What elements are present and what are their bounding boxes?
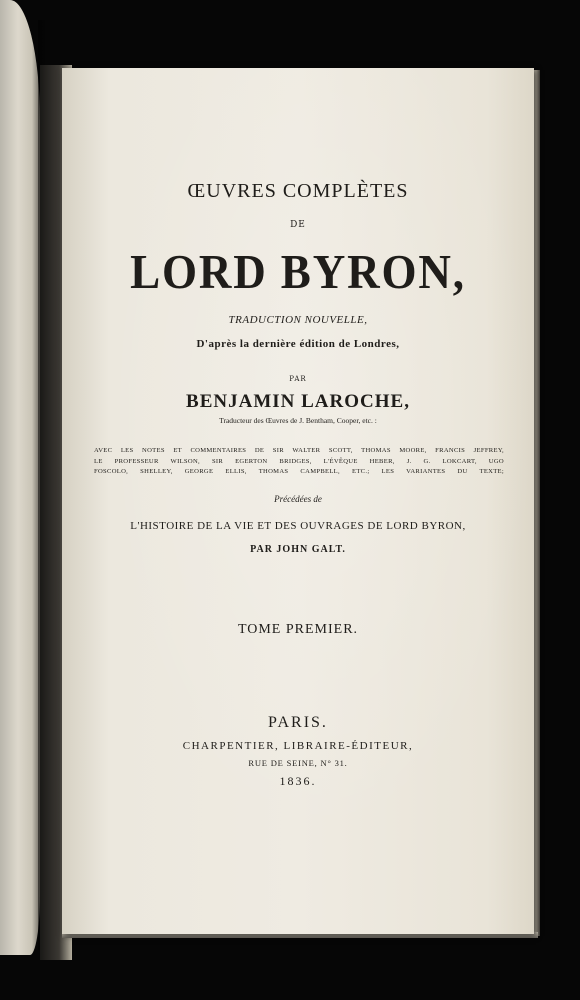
preposition-de: DE [290,220,306,230]
preceded-by: Précédées de [274,494,322,504]
imprint-city: PARIS. [268,714,328,731]
history-title: L'HISTOIRE DE LA VIE ET DES OUVRAGES DE LORD BYRON, [130,520,466,532]
previous-page-leaf [0,0,40,955]
translation-subtitle: TRADUCTION NOUVELLE, [228,314,368,326]
author-name: LORD BYRON, [130,244,466,299]
imprint-publisher: CHARPENTIER, LIBRAIRE-ÉDITEUR, [182,740,414,752]
imprint-address: RUE DE SEINE, N° 31. [248,758,348,768]
work-heading: ŒUVRES COMPLÈTES [187,180,409,202]
notes-line: LE PROFESSEUR WILSON, SIR EGERTON BRIDGES, L'ÉVÊQUE HEBER, J. G. LOKCART, UGO [94,457,504,465]
title-page [62,68,534,934]
volume-label: TOME PREMIER. [237,622,359,637]
history-author: PAR JOHN GALT. [250,544,346,555]
edition-note: D'après la dernière édition de Londres, [196,338,400,350]
notes-paragraph [94,446,504,478]
preposition-par: PAR [289,375,307,383]
notes-line: FOSCOLO, SHELLEY, GEORGE ELLIS, THOMAS CAMPBELL, ETC.; LES VARIANTES DU TEXTE; [94,468,504,475]
translator-name: BENJAMIN LAROCHE, [186,391,410,412]
translator-credit: Traducteur des Œuvres de J. Bentham, Cooper, etc. : [219,416,377,425]
notes-line: AVEC LES NOTES ET COMMENTAIRES DE SIR WALTER SCOTT, THOMAS MOORE, FRANCIS JEFFREY, [94,447,504,454]
imprint-year: 1836. [279,774,317,788]
